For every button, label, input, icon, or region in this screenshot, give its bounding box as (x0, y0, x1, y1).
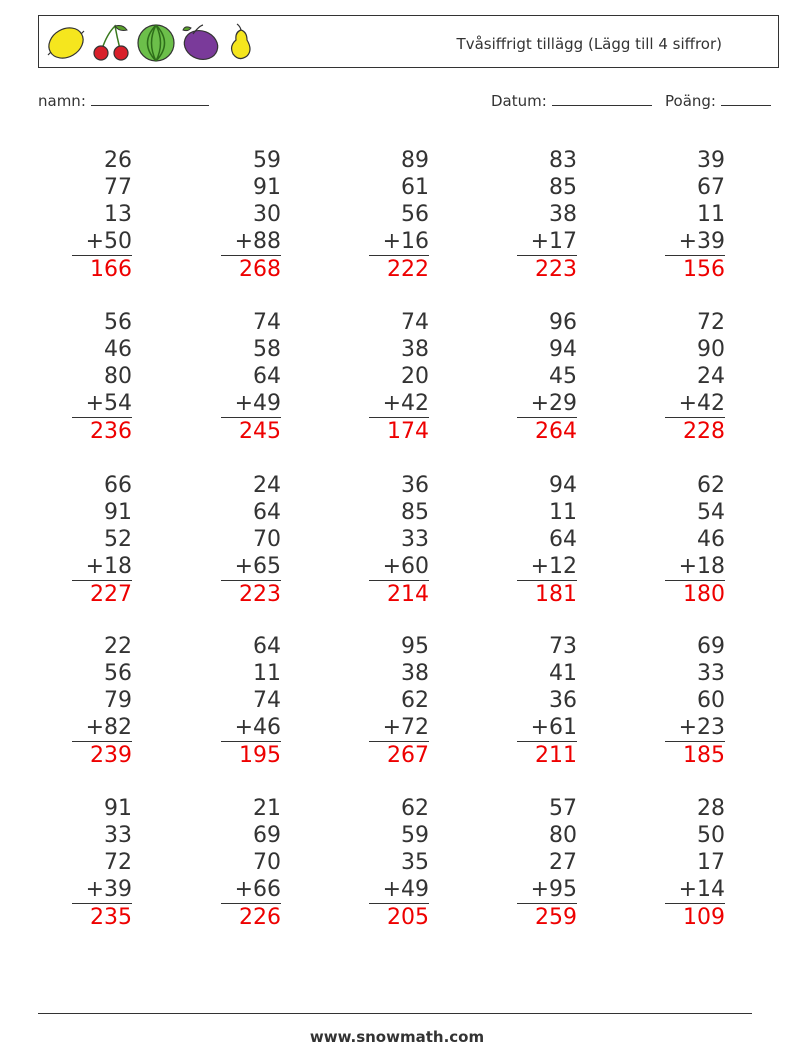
addend: 61 (401, 175, 429, 200)
addend: 62 (401, 688, 429, 713)
addend: 13 (104, 202, 132, 227)
addition-problem (517, 147, 577, 283)
answer: 259 (535, 905, 577, 930)
answer: 223 (535, 257, 577, 282)
addend: 58 (253, 337, 281, 362)
addend-with-plus: +49 (369, 876, 429, 904)
answer: 223 (239, 582, 281, 607)
addend: 56 (104, 661, 132, 686)
addend: 27 (549, 850, 577, 875)
addend: 50 (697, 823, 725, 848)
addition-problem (517, 309, 577, 445)
addend: 70 (253, 850, 281, 875)
addend: 72 (697, 310, 725, 335)
addend-with-plus: +50 (72, 228, 132, 256)
addend: 80 (104, 364, 132, 389)
addend: 95 (401, 634, 429, 659)
answer: 226 (239, 905, 281, 930)
answer: 235 (90, 905, 132, 930)
addend-with-plus: +14 (665, 876, 725, 904)
addend: 59 (401, 823, 429, 848)
addition-problem (221, 633, 281, 769)
addend: 30 (253, 202, 281, 227)
addend: 35 (401, 850, 429, 875)
addend: 64 (549, 527, 577, 552)
addition-problem (221, 795, 281, 931)
answer: 245 (239, 419, 281, 444)
addend: 33 (401, 527, 429, 552)
worksheet-title: Tvåsiffrigt tillägg (Lägg till 4 siffror) (456, 35, 722, 53)
addend: 74 (401, 310, 429, 335)
addend: 56 (401, 202, 429, 227)
addend: 70 (253, 527, 281, 552)
addend: 69 (697, 634, 725, 659)
addend: 85 (549, 175, 577, 200)
addition-problem (369, 795, 429, 931)
addend: 26 (104, 148, 132, 173)
addend: 72 (104, 850, 132, 875)
addend: 22 (104, 634, 132, 659)
addend: 38 (549, 202, 577, 227)
answer: 228 (683, 419, 725, 444)
addend: 54 (697, 500, 725, 525)
addition-problem (665, 633, 725, 769)
addend-with-plus: +42 (369, 390, 429, 418)
addend: 91 (253, 175, 281, 200)
addend: 38 (401, 661, 429, 686)
answer: 267 (387, 743, 429, 768)
addend-with-plus: +17 (517, 228, 577, 256)
addend: 96 (549, 310, 577, 335)
answer: 264 (535, 419, 577, 444)
addend-with-plus: +61 (517, 714, 577, 742)
addition-problem (369, 633, 429, 769)
addend: 90 (697, 337, 725, 362)
date-label: Datum: (491, 92, 547, 110)
addend: 94 (549, 337, 577, 362)
addend: 46 (697, 527, 725, 552)
addend: 24 (697, 364, 725, 389)
answer: 180 (683, 582, 725, 607)
addition-problem (369, 472, 429, 608)
addend: 64 (253, 500, 281, 525)
addition-problem (665, 795, 725, 931)
answer: 227 (90, 582, 132, 607)
addend-with-plus: +42 (665, 390, 725, 418)
addend-with-plus: +82 (72, 714, 132, 742)
addition-problem (72, 309, 132, 445)
addend: 67 (697, 175, 725, 200)
addition-problem (665, 309, 725, 445)
addend: 46 (104, 337, 132, 362)
addend: 38 (401, 337, 429, 362)
answer: 181 (535, 582, 577, 607)
addition-problem (369, 147, 429, 283)
addend: 11 (253, 661, 281, 686)
addend-with-plus: +39 (72, 876, 132, 904)
addend: 36 (549, 688, 577, 713)
addend: 62 (401, 796, 429, 821)
addend: 41 (549, 661, 577, 686)
addend: 74 (253, 688, 281, 713)
addend: 62 (697, 473, 725, 498)
addend: 36 (401, 473, 429, 498)
name-label: namn: (38, 92, 86, 110)
addend-with-plus: +18 (665, 553, 725, 581)
answer: 268 (239, 257, 281, 282)
addend-with-plus: +12 (517, 553, 577, 581)
addend: 52 (104, 527, 132, 552)
addend-with-plus: +65 (221, 553, 281, 581)
answer: 156 (683, 257, 725, 282)
addend: 56 (104, 310, 132, 335)
addend: 60 (697, 688, 725, 713)
addend: 77 (104, 175, 132, 200)
addend: 33 (104, 823, 132, 848)
addend: 57 (549, 796, 577, 821)
addition-problem (72, 472, 132, 608)
addition-problem (517, 795, 577, 931)
addend: 21 (253, 796, 281, 821)
addend: 20 (401, 364, 429, 389)
addition-problem (72, 795, 132, 931)
answer: 166 (90, 257, 132, 282)
score-label: Poäng: (665, 92, 716, 110)
answer: 185 (683, 743, 725, 768)
addend-with-plus: +49 (221, 390, 281, 418)
addend-with-plus: +54 (72, 390, 132, 418)
addition-problem (221, 147, 281, 283)
addition-problem (517, 633, 577, 769)
addend: 91 (104, 500, 132, 525)
answer: 239 (90, 743, 132, 768)
addend: 33 (697, 661, 725, 686)
addend-with-plus: +39 (665, 228, 725, 256)
addend: 66 (104, 473, 132, 498)
answer: 214 (387, 582, 429, 607)
addend: 79 (104, 688, 132, 713)
addend-with-plus: +88 (221, 228, 281, 256)
answer: 195 (239, 743, 281, 768)
addend-with-plus: +60 (369, 553, 429, 581)
footer-site: www.snowmath.com (309, 1028, 485, 1046)
addend-with-plus: +29 (517, 390, 577, 418)
addition-problem (665, 472, 725, 608)
addend: 74 (253, 310, 281, 335)
addend-with-plus: +18 (72, 553, 132, 581)
addend: 64 (253, 364, 281, 389)
addend-with-plus: +16 (369, 228, 429, 256)
addend-with-plus: +46 (221, 714, 281, 742)
answer: 236 (90, 419, 132, 444)
addend: 89 (401, 148, 429, 173)
addend: 73 (549, 634, 577, 659)
addition-problem (665, 147, 725, 283)
addend: 94 (549, 473, 577, 498)
addend: 28 (697, 796, 725, 821)
addend: 11 (549, 500, 577, 525)
answer: 211 (535, 743, 577, 768)
addend: 39 (697, 148, 725, 173)
answer: 205 (387, 905, 429, 930)
addend-with-plus: +72 (369, 714, 429, 742)
addend: 64 (253, 634, 281, 659)
addend: 85 (401, 500, 429, 525)
addend: 59 (253, 148, 281, 173)
answer: 174 (387, 419, 429, 444)
addend: 24 (253, 473, 281, 498)
addend-with-plus: +95 (517, 876, 577, 904)
addend: 17 (697, 850, 725, 875)
addend-with-plus: +23 (665, 714, 725, 742)
footer-divider (38, 1013, 752, 1014)
addition-problem (72, 147, 132, 283)
addition-problem (369, 309, 429, 445)
addition-problem (221, 309, 281, 445)
addend: 69 (253, 823, 281, 848)
addend: 11 (697, 202, 725, 227)
addition-problem (72, 633, 132, 769)
addition-problem (517, 472, 577, 608)
answer: 109 (683, 905, 725, 930)
addition-problem (221, 472, 281, 608)
addend: 45 (549, 364, 577, 389)
addend: 80 (549, 823, 577, 848)
addend: 91 (104, 796, 132, 821)
addend: 83 (549, 148, 577, 173)
answer: 222 (387, 257, 429, 282)
addend-with-plus: +66 (221, 876, 281, 904)
